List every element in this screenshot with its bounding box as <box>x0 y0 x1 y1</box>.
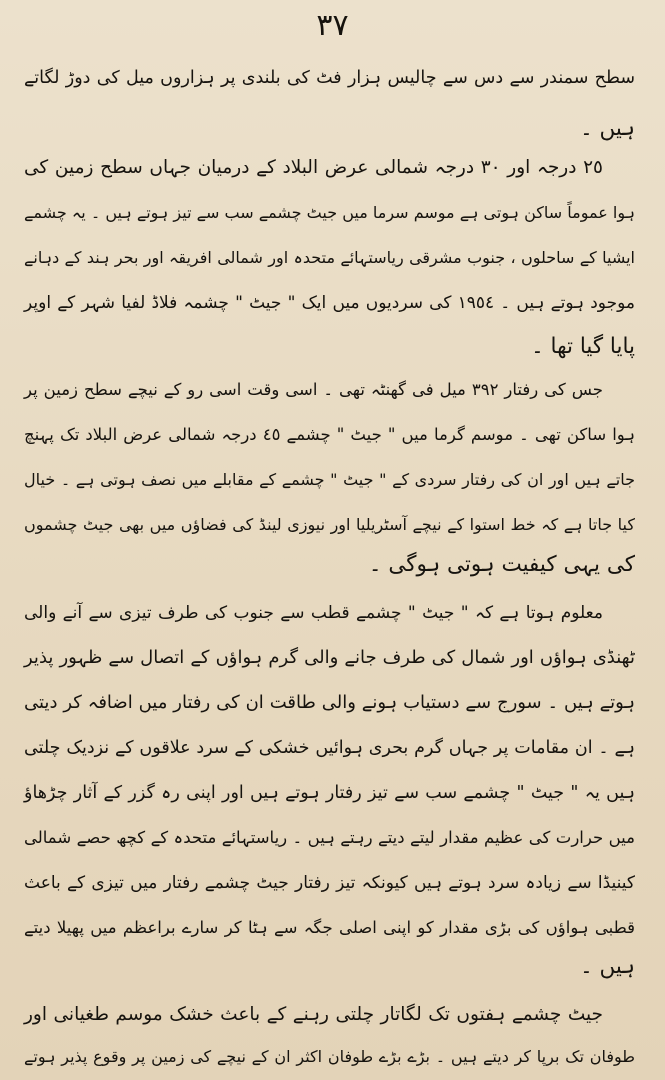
text-line: معلوم ہوتا ہے کہ " جیٹ " چشمے قطب سے جنوب کی طرف تیزی سے آنے والی <box>24 603 603 623</box>
text-line: ٹھنڈی ہواؤں اور شمال کی طرف جانے والی گرم ہواؤں کے اتصال سے ظہور پذیر <box>24 647 635 668</box>
text-line: ایشیا کے ساحلوں ، جنوب مشرقی ریاستہائے متحدہ اور شمالی افریقہ اور بحر ہند کے دہانے <box>24 248 635 267</box>
text-line: جیٹ چشمے ہفتوں تک لگاتار چلتی رہنے کے باعث خشک موسم طغیانی اور <box>24 1004 603 1025</box>
text-line: موجود ہوتے ہیں ۔ ١٩٥٤ کی سردیوں میں ایک " جیٹ " چشمہ فلاڈ لفیا شہر کے اوپر <box>24 293 635 313</box>
text-line: کیا جاتا ہے کہ خط استوا کے نیچے آسٹریلیا اور نیوزی لینڈ کی فضاؤں میں بھی جیٹ چشموں <box>24 515 635 534</box>
text-line: طوفان تک برپا کر دیتے ہیں ۔ بڑے بڑے طوفان اکثر ان کے نیچے کی زمین پر وقوع پذیر ہوتے <box>24 1047 635 1066</box>
page-number: ٣٧ <box>316 8 349 43</box>
text-line: ہیں یہ " جیٹ " چشمے سب سے تیز رفتار ہوتے ہیں اور اپنی رہ گزر کے آثار چڑھاؤ <box>24 783 635 803</box>
text-line: جس کی رفتار ٣٩٢ میل فی گھنٹہ تھی ۔ اسی وقت اسی رو کے نیچے سطح زمین پر <box>24 380 603 399</box>
text-line: ہیں ۔ <box>580 116 635 141</box>
text-line: ہوتے ہیں ۔ سورج سے دستیاب ہونے والی طاقت ان کی رفتار میں اضافہ کر دیتی <box>24 692 635 713</box>
text-line: کینیڈا سے زیادہ سرد ہوتے ہیں کیونکہ تیز رفتار جیٹ چشمے رفتار میں تیزی کے باعث <box>24 873 635 893</box>
text-line: ٢٥ درجہ اور ٣٠ درجہ شمالی عرض البلاد کے درمیان جہاں سطح زمین کی <box>24 157 603 178</box>
text-line: سطح سمندر سے دس سے چالیس ہزار فٹ کی بلندی پر ہزاروں میل کی دوڑ لگاتے <box>24 68 635 88</box>
text-line: ہوا عموماً ساکن ہوتی ہے موسم سرما میں جیٹ چشمے سب سے تیز ہوتے ہیں ۔ یہ چشمے <box>24 203 635 222</box>
text-line: پایا گیا تھا ۔ <box>531 334 635 359</box>
text-line: میں حرارت کی عظیم مقدار لیتے دیتے رہتے ہیں ۔ ریاستہائے متحدہ کے کچھ حصے شمالی <box>24 828 635 847</box>
text-line: قطبی ہواؤں کی بڑی مقدار کو اپنی اصلی جگہ سے ہٹا کر سارے براعظم میں پھیلا دیتے <box>24 918 635 937</box>
text-line: ہیں ۔ <box>580 954 635 979</box>
text-line: کی یہی کیفیت ہوتی ہوگی ۔ <box>368 552 635 577</box>
text-line: ہے ۔ ان مقامات پر جہاں گرم بحری ہوائیں خشکی کے سرد علاقوں کے نزدیک چلتی <box>24 738 635 758</box>
text-line: ہوا ساکن تھی ۔ موسم گرما میں " جیٹ " چشمے ٤٥ درجہ شمالی عرض البلاد تک پہنچ <box>24 425 635 444</box>
text-line: جاتے ہیں اور ان کی رفتار سردی کے " جیٹ " چشمے کے مقابلے میں نصف ہوتی ہے ۔ خیال <box>24 470 635 489</box>
